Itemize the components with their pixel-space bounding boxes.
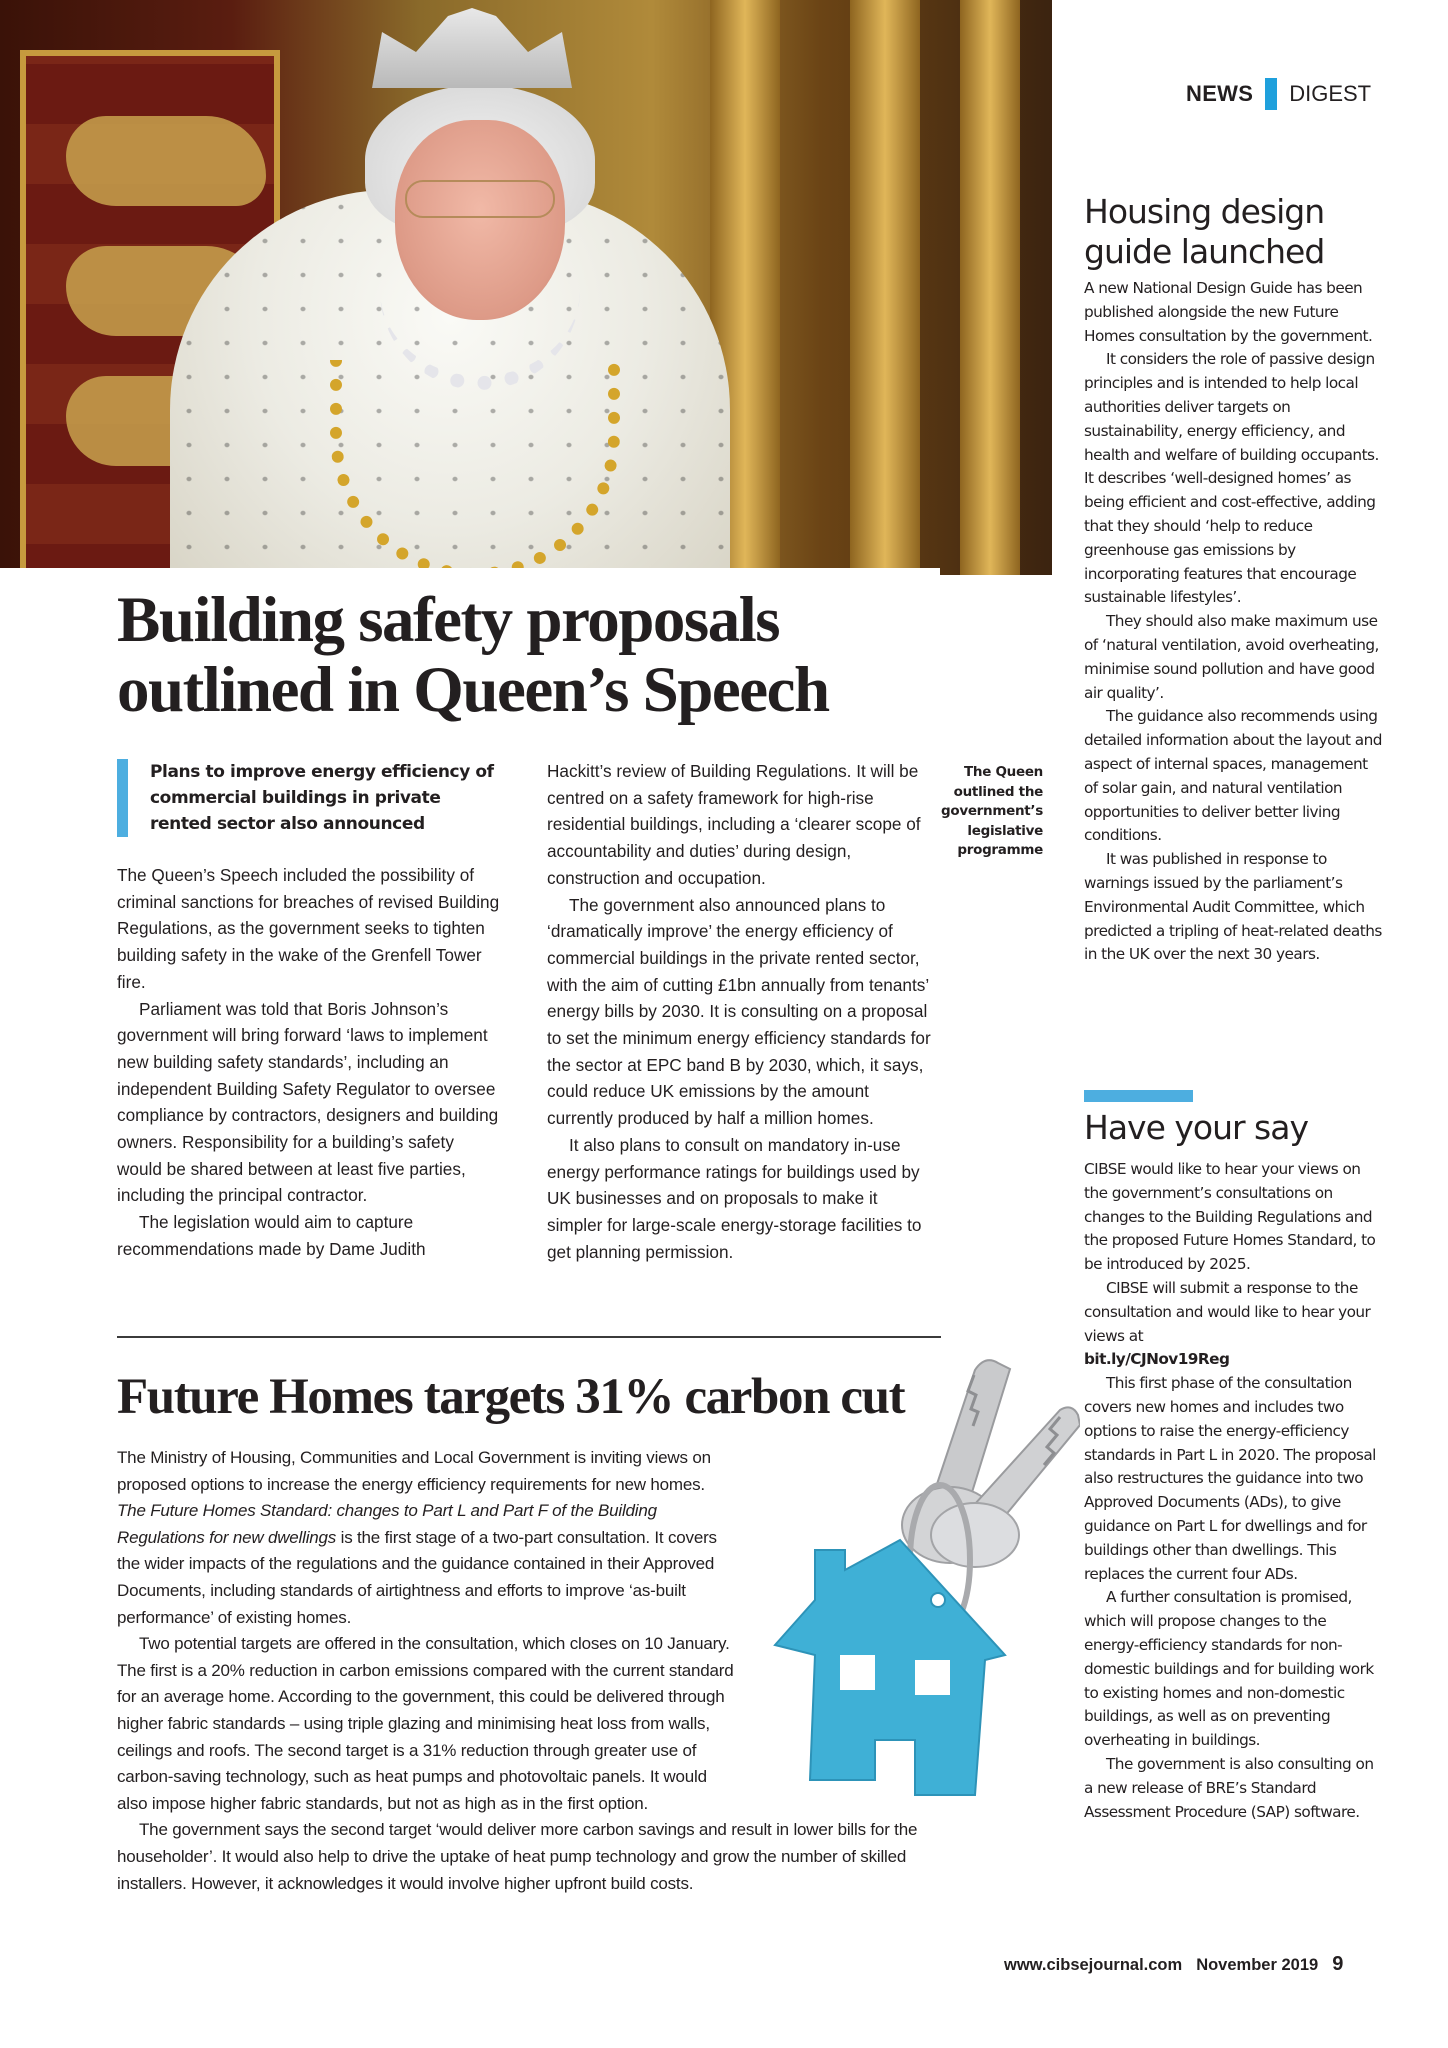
paragraph: A new National Design Guide has been published alongside the new Future Homes consultation by the government.	[1084, 279, 1373, 345]
house-window	[840, 1655, 875, 1690]
article-column-2	[547, 758, 937, 1265]
queen-photo	[0, 0, 1052, 575]
throne-pillar	[960, 0, 1020, 575]
paragraph: The government also announced plans to ‘dramatically improve’ the energy efficiency of commercial buildings in the private rented sector, with the aim of cutting £1bn annually from tenants’ energy bills by 2030. It is consulting on a proposal to set the minimum energy efficiency standards for the sector at EPC band B by 2030, which, it says, could reduce UK emissions by the amount currently produced by half a million homes.	[547, 894, 931, 1129]
paragraph: CIBSE will submit a response to the consultation and would like to hear your views at	[1084, 1278, 1371, 1345]
crown-icon	[372, 8, 572, 88]
paragraph: This first phase of the consultation covers new homes and includes two options to raise the energy-efficiency standards in Part L in 2020. The proposal also restructures the guidance into two Approved Documents (ADs), to give guidance on Part L for dwellings and for buildings other than dwellings. This replaces the current four ADs.	[1084, 1374, 1376, 1583]
house-window	[915, 1660, 950, 1695]
publication-title: The Future Homes Standard: changes to Part L and Part F of the Building Regulations for new dwellings	[117, 1501, 657, 1547]
sidebar-have-your-say	[1084, 1108, 1384, 1824]
article-headline	[117, 585, 957, 725]
paragraph: A further consultation is promised, which will propose changes to the energy-efficiency standards for non-domestic buildings and for building work to existing homes and non-domestic buildings, as well as on preventing overheating in buildings.	[1084, 1588, 1374, 1750]
paragraph: The guidance also recommends using detailed information about the layout and aspect of internal spaces, management of solar gain, and natural ventilation opportunities to deliver better living conditions.	[1084, 707, 1382, 845]
sidebar-housing-design-guide	[1084, 192, 1384, 967]
article-column-1	[117, 862, 502, 1263]
issue-date: November 2019	[1196, 1956, 1319, 1974]
lion-emblem-icon	[66, 116, 266, 206]
paragraph: It considers the role of passive design principles and is intended to help local authorities deliver targets on sustainability, energy efficiency, and health and welfare of building occupants. It describes ‘well-designed homes’ as being efficient and cost-effective, adding that they should ‘help to reduce greenhouse gas emissions by incorporating features that encourage sustainable lifestyles’.	[1084, 350, 1379, 607]
paragraph: Parliament was told that Boris Johnson’s government will bring forward ‘laws to implement new building safety standards’, including an independent Building Safety Regulator to oversee compliance by contractors, designers and building owners. Responsibility for a building’s safety would be shared between at least five parties, including the principal contractor.	[117, 998, 499, 1206]
standfirst-text: Plans to improve energy efficiency of commercial buildings in private rented sector also announced	[150, 762, 494, 834]
section-divider	[117, 1336, 941, 1338]
masthead-accent-bar	[1265, 78, 1277, 110]
sidebar-headline: Have your say	[1084, 1108, 1308, 1147]
paragraph: The government is also consulting on a new release of BRE’s Standard Assessment Procedure (SAP) software.	[1084, 1754, 1374, 1821]
paragraph	[117, 1445, 737, 1631]
paragraph: It also plans to consult on mandatory in-use energy performance ratings for buildings used by UK businesses and on proposals to make it simpler for large-scale energy-storage facilities to get planning permission.	[547, 1134, 922, 1262]
house-keyring-image	[760, 1355, 1080, 1825]
paragraph-text: is the first stage of a two-part consultation. It covers the wider impacts of the regulations and the guidance contained in their Approved Documents, including standards of airtightness and efforts to improve ‘as-built performance’ of existing homes.	[117, 1527, 717, 1627]
headline-line: guide launched	[1084, 232, 1325, 271]
section-label: NEWS	[1186, 81, 1254, 106]
paragraph: Hackitt’s review of Building Regulations. It will be centred on a safety framework for high-rise residential buildings, including a ‘clearer scope of accountability and duties’ during design, construction and occupation.	[547, 761, 921, 888]
throne-pillar	[850, 0, 920, 575]
paragraph: Two potential targets are offered in the consultation, which closes on 10 January. The first is a 20% reduction in carbon emissions compared with the current standard for an average home. According to the government, this could be delivered through higher fabric standards – using triple glazing and minimising heat loss from walls, ceilings and roofs. The second target is a 31% reduction through greater use of carbon-saving technology, such as heat pumps and photovoltaic panels. It would also impose higher fabric standards, but not as high as in the first option.	[117, 1634, 734, 1813]
glasses-icon	[405, 180, 555, 218]
paragraph-text: The Ministry of Housing, Communities and Local Government is inviting views on proposed options to increase the energy efficiency requirements for new homes.	[117, 1448, 711, 1494]
paragraph: CIBSE would like to hear your views on the government’s consultations on changes to the Building Regulations and the proposed Future Homes Standard, to be introduced by 2025.	[1084, 1160, 1376, 1274]
paragraph: The Queen’s Speech included the possibility of criminal sanctions for breaches of revised Building Regulations, as the government seeks to tighten building safety in the wake of the Grenfell Tower fire.	[117, 865, 500, 992]
page-number: 9	[1332, 1953, 1344, 1975]
keyring-hole	[931, 1593, 945, 1607]
page-footer	[1004, 1953, 1343, 1976]
standfirst	[117, 759, 507, 837]
consultation-link[interactable]: bit.ly/CJNov19Reg	[1084, 1350, 1230, 1369]
paragraph: The legislation would aim to capture recommendations made by Dame Judith	[117, 1212, 426, 1259]
subsection-label: DIGEST	[1289, 81, 1372, 106]
website-link[interactable]: www.cibsejournal.com	[1004, 1956, 1183, 1974]
paragraph: They should also make maximum use of ‘natural ventilation, avoid overheating, minimise sound pollution and have good air quality’.	[1084, 612, 1379, 702]
headline-line: Housing design	[1084, 192, 1325, 231]
sidebar-accent-bar	[1084, 1090, 1193, 1102]
article-headline-2: Future Homes targets 31% carbon cut	[117, 1369, 905, 1425]
paragraph: The government says the second target ‘would deliver more carbon savings and result in lower bills for the householder’. It would also help to drive the uptake of heat pump technology and grow the number of skilled installers. However, it acknowledges it would involve higher upfront build costs.	[117, 1820, 918, 1893]
headline-line: Building safety proposals	[117, 584, 780, 656]
image-cutout	[0, 568, 940, 575]
sidebar-headline	[1084, 192, 1384, 272]
paragraph: It was published in response to warnings issued by the parliament’s Environmental Audit Committee, which predicted a tripling of heat-related deaths in the UK over the next 30 years.	[1084, 850, 1382, 964]
section-masthead	[1186, 78, 1371, 110]
photo-caption: The Queen outlined the government’s legislative programme	[940, 764, 1043, 858]
headline-line: outlined in Queen’s Speech	[117, 654, 829, 726]
